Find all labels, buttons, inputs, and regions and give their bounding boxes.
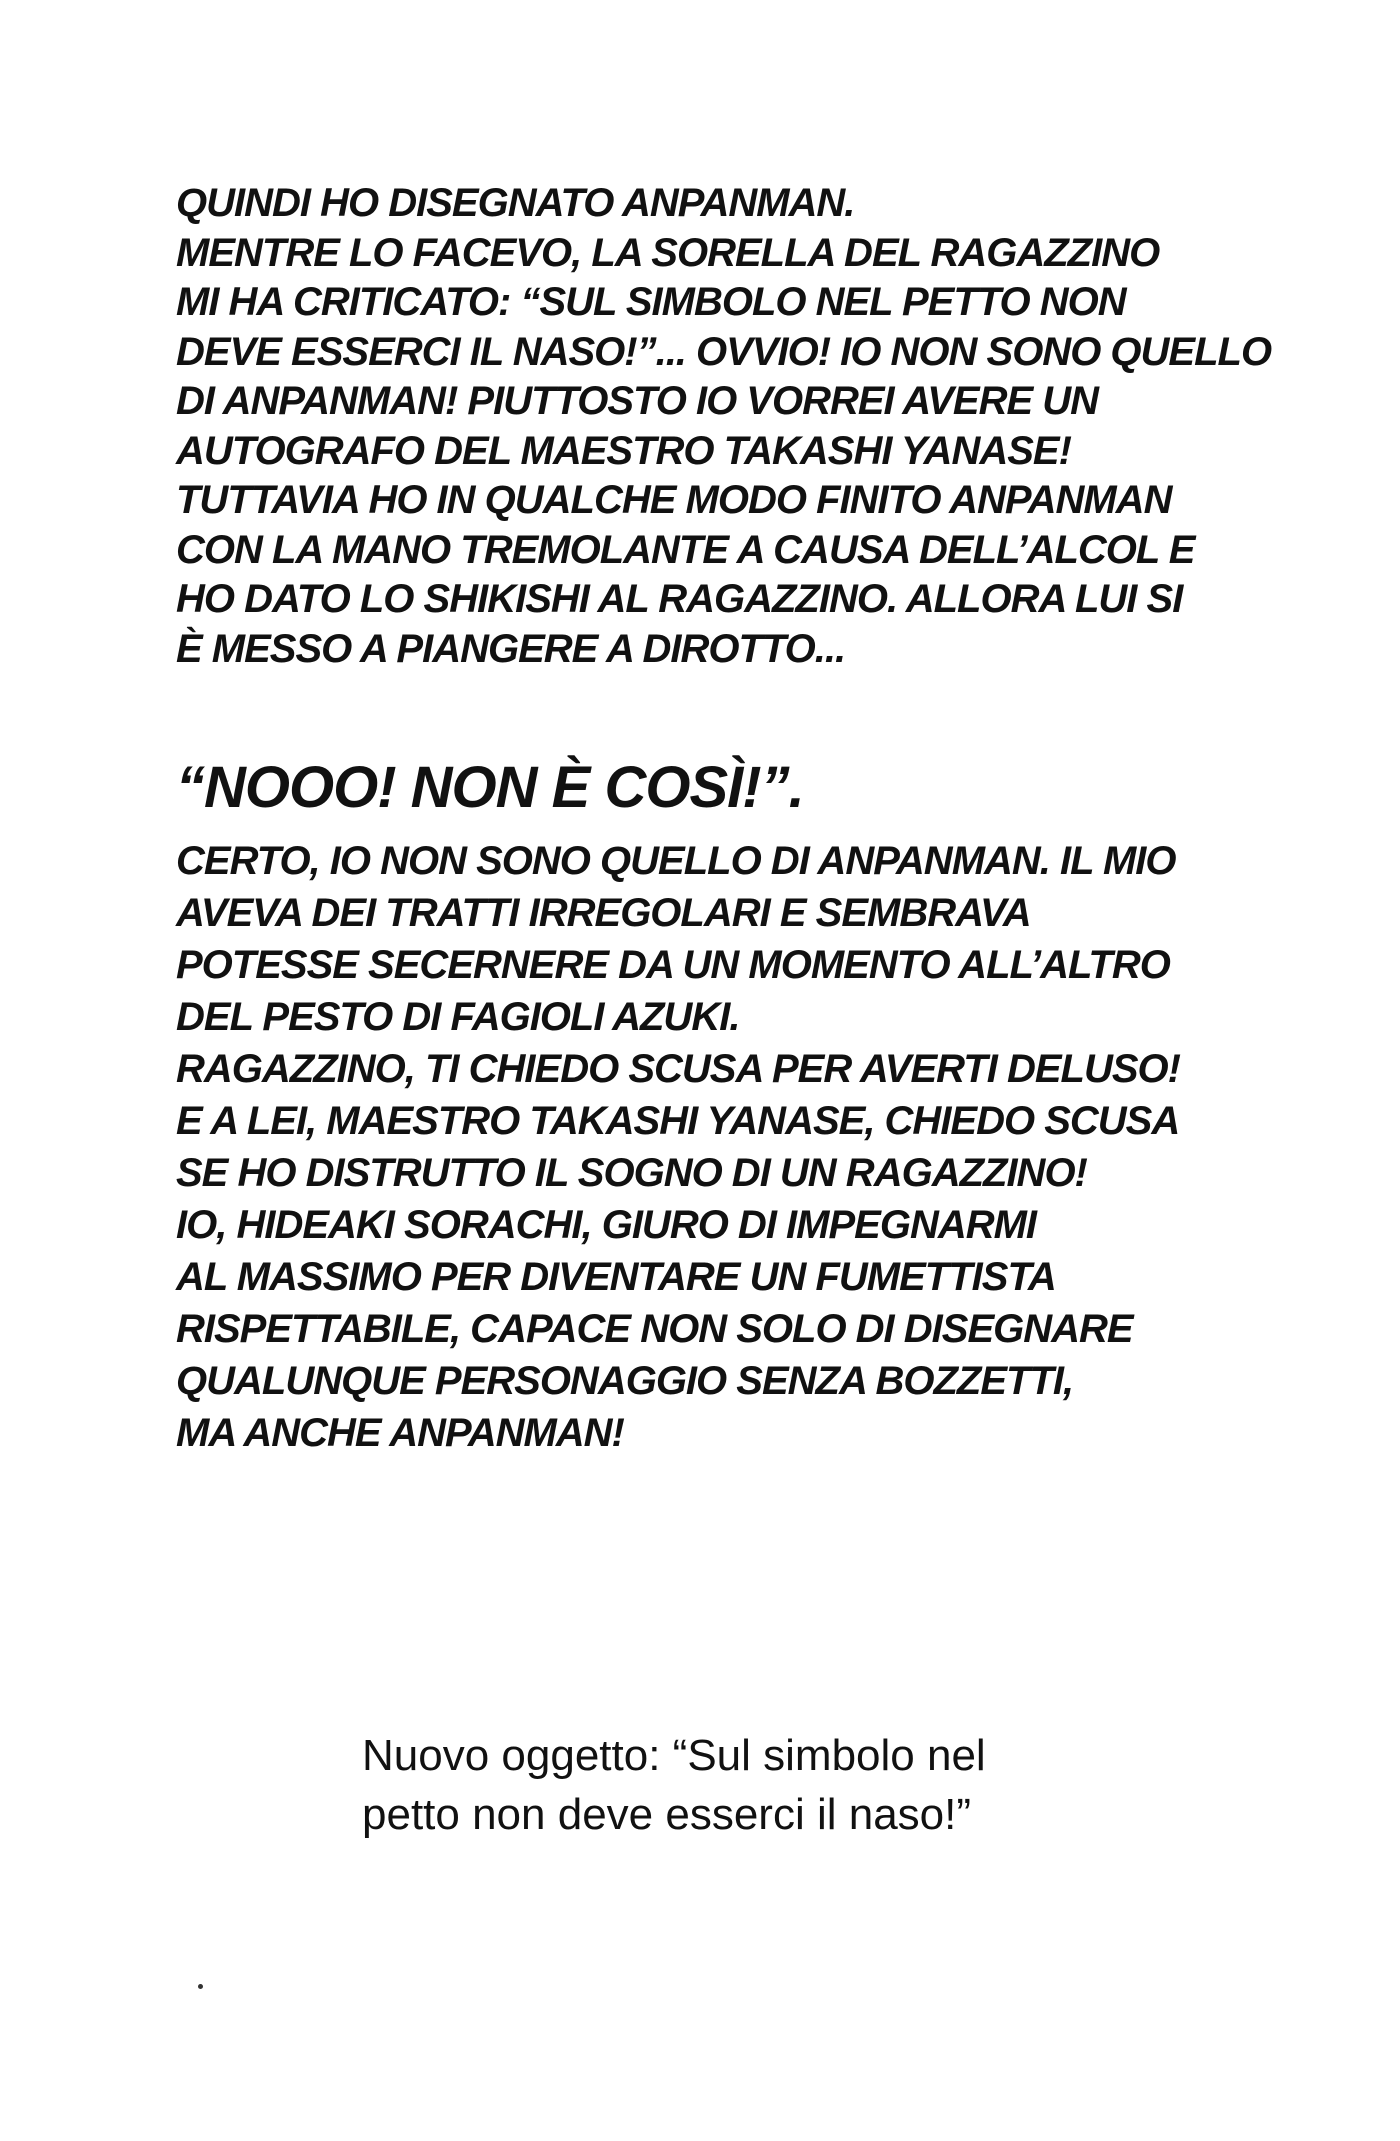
caption-line: petto non deve esserci il naso!” [362, 1790, 972, 1839]
text-line: HO DATO LO SHIKISHI AL RAGAZZINO. ALLORA LUI SI [176, 577, 1183, 621]
text-line: CON LA MANO TREMOLANTE A CAUSA DELL’ALCOL E [176, 527, 1195, 572]
text-line: AL MASSIMO PER DIVENTARE UN FUMETTISTA [176, 1255, 1056, 1299]
text-line: È MESSO A PIANGERE A DIROTTO... [176, 626, 846, 671]
text-line: QUALUNQUE PERSONAGGIO SENZA BOZZETTI, [176, 1359, 1074, 1403]
handwritten-text-block-1 [176, 179, 1271, 674]
text-line: QUINDI HO DISEGNATO ANPANMAN. [176, 181, 855, 225]
text-line: TUTTAVIA HO IN QUALCHE MODO FINITO ANPANMAN [176, 478, 1172, 522]
text-line: RISPETTABILE, CAPACE NON SOLO DI DISEGNARE [176, 1307, 1133, 1351]
text-line: DI ANPANMAN! PIUTTOSTO IO VORREI AVERE UN [176, 379, 1099, 423]
text-line: POTESSE SECERNERE DA UN MOMENTO ALL’ALTRO [176, 943, 1170, 987]
text-line: AUTOGRAFO DEL MAESTRO TAKASHI YANASE! [176, 428, 1071, 473]
text-line: E A LEI, MAESTRO TAKASHI YANASE, CHIEDO SCUSA [176, 1099, 1180, 1143]
text-line: IO, HIDEAKI SORACHI, GIURO DI IMPEGNARMI [176, 1203, 1037, 1247]
shout-quote: “NOOO! NON È COSÌ!”. [176, 755, 804, 820]
text-line: DEVE ESSERCI IL NASO!”... OVVIO! IO NON SONO QUELLO [176, 329, 1272, 374]
text-line: RAGAZZINO, TI CHIEDO SCUSA PER AVERTI DELUSO! [176, 1047, 1180, 1091]
text-line: SE HO DISTRUTTO IL SOGNO DI UN RAGAZZINO! [176, 1151, 1087, 1195]
text-line: MA ANCHE ANPANMAN! [176, 1411, 624, 1455]
text-line: CERTO, IO NON SONO QUELLO DI ANPANMAN. IL MIO [176, 839, 1176, 883]
text-line: MI HA CRITICATO: “SUL SIMBOLO NEL PETTO NON [176, 280, 1126, 324]
text-line: MENTRE LO FACEVO, LA SORELLA DEL RAGAZZINO [176, 230, 1160, 275]
speck-mark [198, 1984, 203, 1989]
caption-line: Nuovo oggetto: “Sul simbolo nel [362, 1731, 986, 1780]
handwritten-text-block-2 [176, 835, 1180, 1459]
text-line: DEL PESTO DI FAGIOLI AZUKI. [176, 995, 740, 1039]
text-line: AVEVA DEI TRATTI IRREGOLARI E SEMBRAVA [176, 891, 1031, 935]
caption [362, 1726, 986, 1844]
